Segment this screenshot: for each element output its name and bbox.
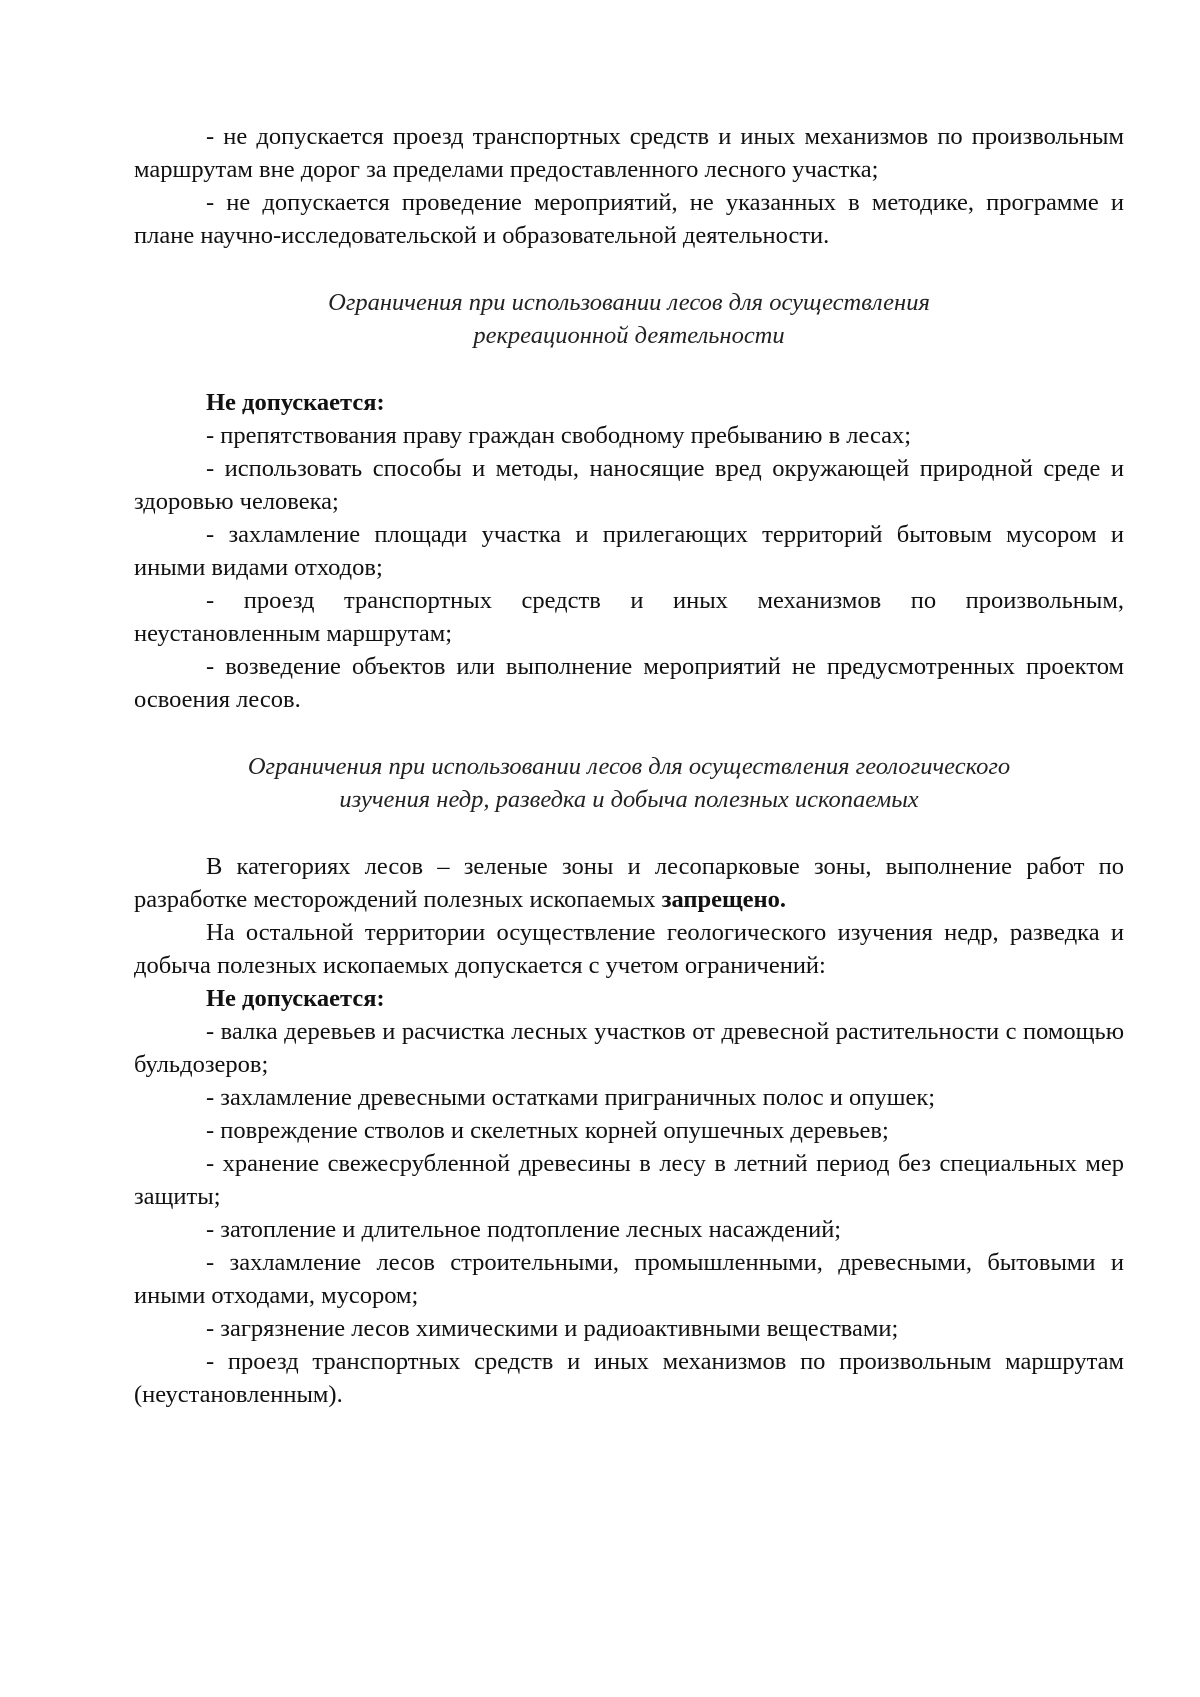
geology-item-8: - проезд транспортных средств и иных механизмов по произвольным маршрутам (неустановленным).	[134, 1348, 1124, 1408]
intro-item-2: - не допускается проведение мероприятий, не указанных в методике, программе и плане научно-исследовательской и образовательной деятельности.	[134, 189, 1124, 249]
geology-item-4: - хранение свежесрубленной древесины в лесу в летний период без специальных мер защиты;	[134, 1150, 1124, 1210]
document-page	[134, 120, 1124, 1411]
geology-item-6: - захламление лесов строительными, промышленными, древесными, бытовыми и иными отходами, мусором;	[134, 1249, 1124, 1309]
geology-lead: Не допускается:	[206, 985, 385, 1012]
geology-item-3: - повреждение стволов и скелетных корней опушечных деревьев;	[206, 1117, 889, 1144]
geology-item-2: - захламление древесными остатками приграничных полос и опушек;	[206, 1084, 936, 1111]
geology-heading-line2: изучения недр, разведка и добыча полезных ископаемых	[339, 786, 919, 813]
geology-heading-line1: Ограничения при использовании лесов для осуществления геологического	[247, 753, 1011, 780]
recreation-lead: Не допускается:	[206, 389, 385, 416]
recreation-heading-line2: рекреационной деятельности	[473, 322, 785, 349]
recreation-heading	[134, 286, 1124, 352]
recreation-item-1: - препятствования праву граждан свободному пребыванию в лесах;	[206, 422, 912, 449]
geology-paragraph-1-text: В категориях лесов – зеленые зоны и лесопарковые зоны, выполнение работ по разработке месторождений полезных ископаемых	[134, 853, 1124, 913]
geology-item-7: - загрязнение лесов химическими и радиоактивными веществами;	[206, 1315, 899, 1342]
recreation-item-5: - возведение объектов или выполнение мероприятий не предусмотренных проектом освоения лесов.	[134, 653, 1124, 713]
geology-paragraph-1	[134, 850, 1124, 916]
recreation-item-2: - использовать способы и методы, наносящие вред окружающей природной среде и здоровью человека;	[134, 455, 1124, 515]
intro-item-1: - не допускается проезд транспортных средств и иных механизмов по произвольным маршрутам вне дорог за пределами предоставленного лесного участка;	[134, 123, 1124, 183]
recreation-item-4: - проезд транспортных средств и иных механизмов по произвольным, неустановленным маршрутам;	[134, 587, 1124, 647]
geology-paragraph-1-bold: запрещено.	[661, 886, 787, 913]
geology-paragraph-2: На остальной территории осуществление геологического изучения недр, разведка и добыча полезных ископаемых допускается с учетом ограничений:	[134, 919, 1124, 979]
recreation-heading-line1: Ограничения при использовании лесов для осуществления	[328, 289, 930, 316]
geology-item-1: - валка деревьев и расчистка лесных участков от древесной растительности с помощью бульдозеров;	[134, 1018, 1124, 1078]
geology-heading	[134, 750, 1124, 816]
recreation-item-3: - захламление площади участка и прилегающих территорий бытовым мусором и иными видами отходов;	[134, 521, 1124, 581]
geology-item-5: - затопление и длительное подтопление лесных насаждений;	[206, 1216, 842, 1243]
